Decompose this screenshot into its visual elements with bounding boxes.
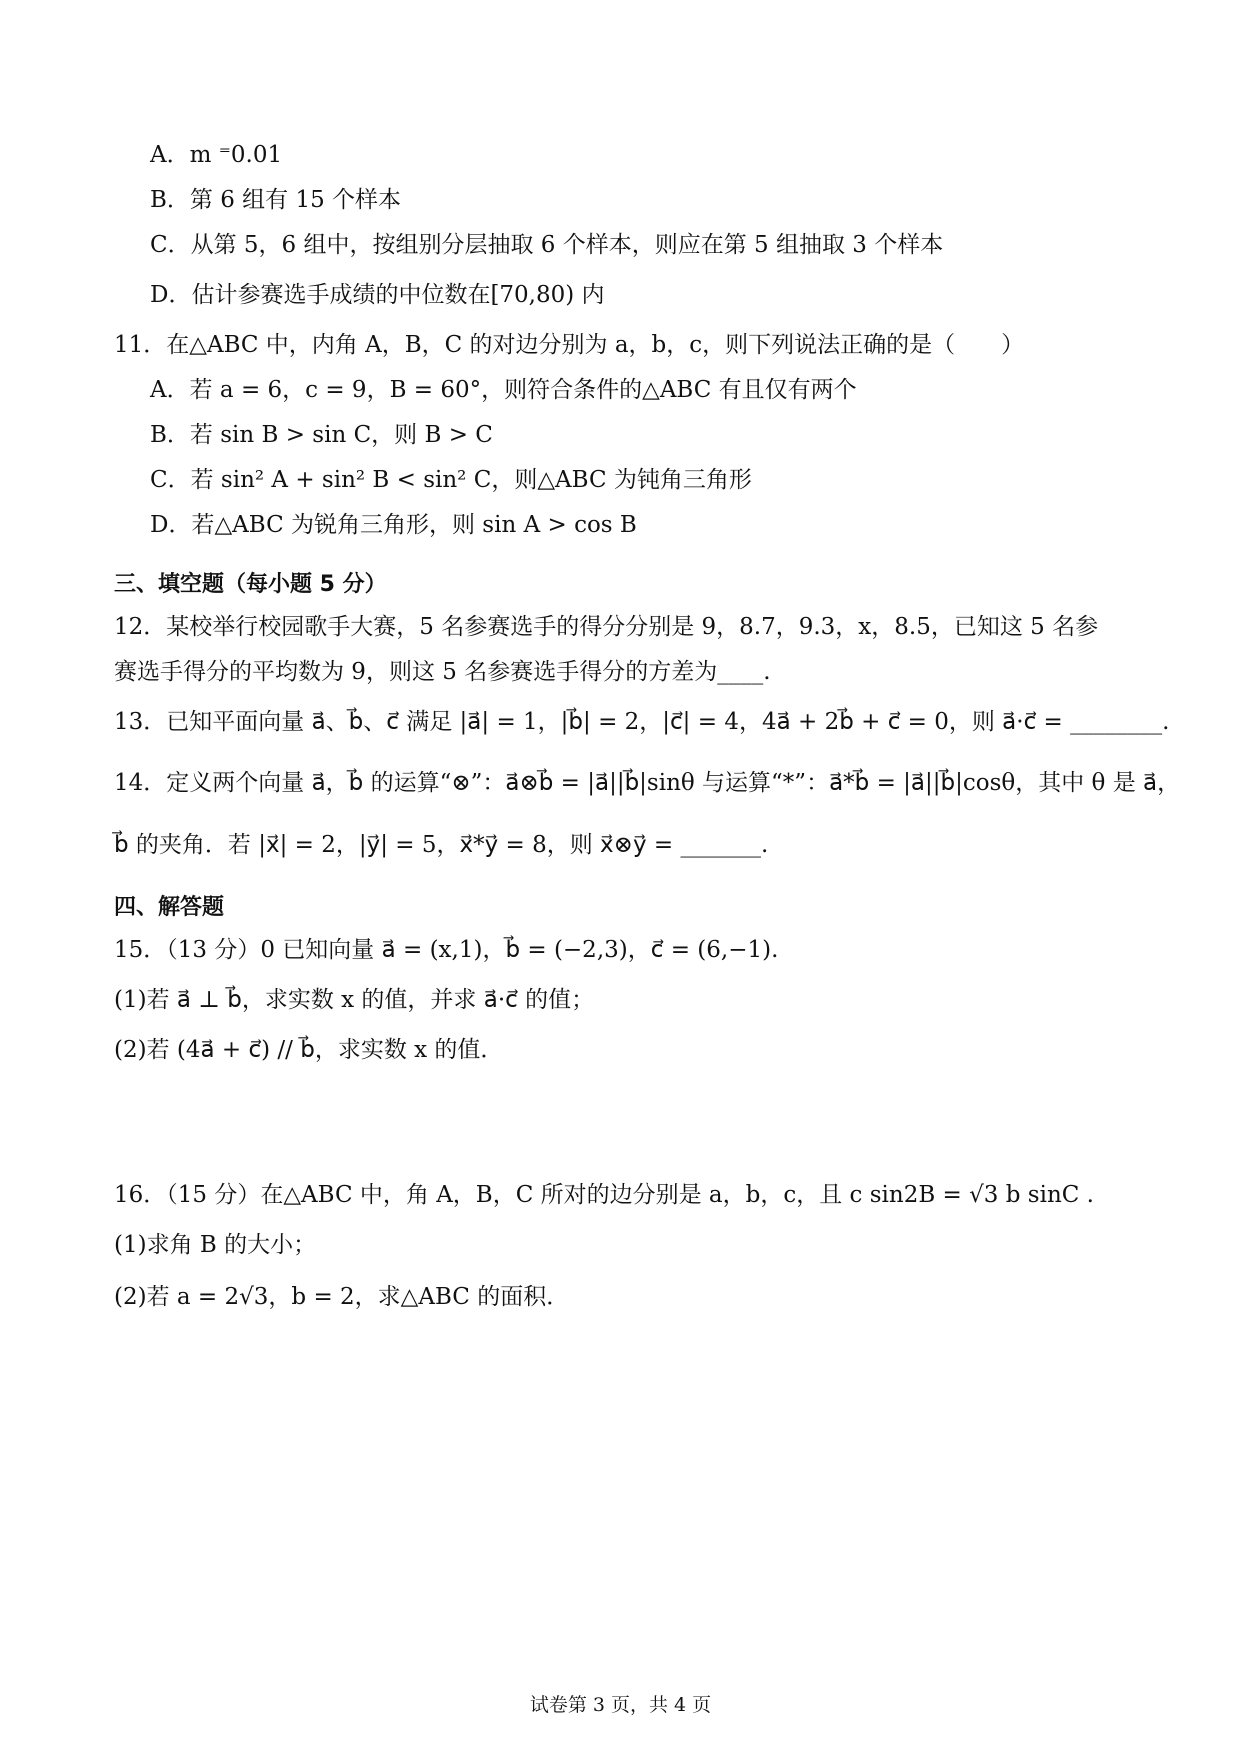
q14-line1: 14．定义两个向量 a⃗，b⃗ 的运算“⊗”：a⃗⊗b⃗ = |a⃗||b⃗|sinθ 与运算“*”：a⃗*b⃗ = |a⃗||b⃗|cosθ，其中 θ 是 a⃗， xyxy=(114,770,1181,796)
q16-part1: (1)求角 B 的大小； xyxy=(114,1232,317,1258)
q11-option-d: D．若△ABC 为锐角三角形，则 sin A > cos B xyxy=(150,512,637,538)
q15-part1: (1)若 a⃗ ⊥ b⃗，求实数 x 的值，并求 a⃗·c⃗ 的值； xyxy=(114,987,595,1013)
q10-option-a: A．m ⁼0.01 xyxy=(150,142,283,168)
q12-line2: 赛选手得分的平均数为 9，则这 5 名参赛选手得分的方差为____. xyxy=(114,659,771,685)
q16-part2: (2)若 a = 2√3，b = 2，求△ABC 的面积． xyxy=(114,1284,570,1310)
page-footer: 试卷第 3 页，共 4 页 xyxy=(529,1694,712,1716)
q13: 13．已知平面向量 a⃗、b⃗、c⃗ 满足 |a⃗| = 1，|b⃗| = 2，|c⃗| = 4，4a⃗ + 2b⃗ + c⃗ = 0，则 a⃗·c⃗ = ________. xyxy=(114,709,1170,735)
q15-part2: (2)若 (4a⃗ + c⃗) // b⃗，求实数 x 的值． xyxy=(114,1037,504,1063)
q12-line1: 12．某校举行校园歌手大赛，5 名参赛选手的得分分别是 9，8.7，9.3，x，8.5，已知这 5 名参 xyxy=(114,614,1099,640)
q14-line2: b⃗ 的夹角．若 |x⃗| = 2，|y⃗| = 5，x⃗*y⃗ = 8，则 x⃗⊗y⃗ = _______. xyxy=(114,832,769,858)
q11-stem: 11．在△ABC 中，内角 A，B，C 的对边分别为 a，b，c，则下列说法正确的是（ ） xyxy=(114,332,1025,358)
section3-heading: 三、填空题（每小题 5 分） xyxy=(114,572,387,597)
q16-stem: 16．（15 分）在△ABC 中，角 A，B，C 所对的边分别是 a，b，c，且 c sin2B = √3 b sinC . xyxy=(114,1182,1094,1208)
q10-option-c: C．从第 5，6 组中，按组别分层抽取 6 个样本，则应在第 5 组抽取 3 个样本 xyxy=(150,232,944,258)
section4-heading: 四、解答题 xyxy=(114,895,225,920)
q10-option-b: B．第 6 组有 15 个样本 xyxy=(150,187,402,213)
q10-option-d: D．估计参赛选手成绩的中位数在[70,80) 内 xyxy=(150,282,605,308)
q15-stem: 15．（13 分）0 已知向量 a⃗ = (x,1)，b⃗ = (−2,3)，c⃗ = (6,−1). xyxy=(114,937,779,963)
q11-option-c: C．若 sin² A + sin² B < sin² C，则△ABC 为钝角三角形 xyxy=(150,467,752,493)
q11-option-a: A．若 a = 6，c = 9，B = 60°，则符合条件的△ABC 有且仅有两个 xyxy=(150,377,857,403)
q11-option-b: B．若 sin B > sin C，则 B > C xyxy=(150,422,493,448)
